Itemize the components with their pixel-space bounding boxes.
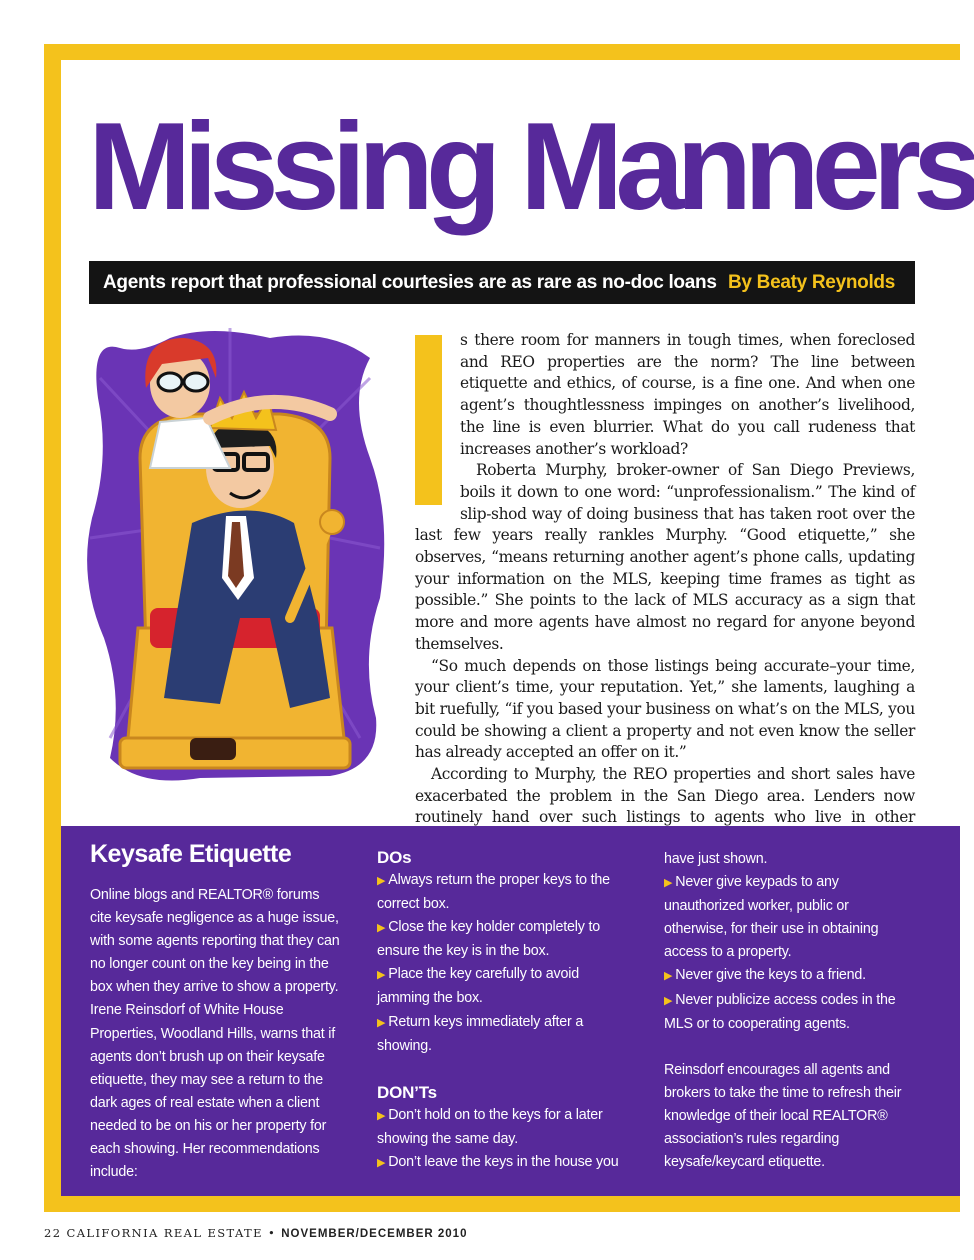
sidebar-column-3 (664, 848, 914, 1174)
magazine-name: CALIFORNIA REAL ESTATE (66, 1226, 263, 1240)
sidebar-intro: Online blogs and REALTOR® forums cite keysafe negligence as a huge issue, with some agents reporting that they can no longer count on the key being in the box when they arrive to show a property. Irene Reinsdorf of White House Properties, Woodland Hills, warns that if agents don’t brush up on their keysafe etiquette, they may see a return to the dark ages of real estate when a client needed to be on his or her property for each showing. Her recommendations include: (90, 887, 340, 1181)
dek-bar (89, 261, 915, 304)
sidebar-column-2 (377, 846, 627, 1175)
article-paragraph: s there room for manners in tough times, when foreclosed and REO properties are the norm? The line between etiquette and ethics, of course, is a fine one. And when one agent’s thoughtlessness impinges on another’s livelihood, the line is even blurrier. What do you call rudeness that increases another’s workload? (460, 331, 915, 458)
issue-date: NOVEMBER/DECEMBER 2010 (281, 1228, 468, 1240)
page-footer (44, 1226, 467, 1240)
dont-item-continued: have just shown. (664, 851, 768, 867)
dont-item: ▶ Don’t leave the keys in the house you (377, 1153, 619, 1170)
article-paragraph: “So much depends on those listings being accurate–your time, your client’s time, your reputation. Yet,” she laments, laughing a bit ruefully, “if you based your business on what’s on the MLS, you could be showing a client a property and not even know the seller has already accepted an offer on it.” (415, 656, 915, 762)
do-item: ▶ Close the key holder completely to ensure the key is in the box. (377, 919, 601, 960)
do-item: ▶ Return keys immediately after a showing. (377, 1013, 584, 1054)
dont-item: ▶ Never publicize access codes in the MLS or to cooperating agents. (664, 991, 896, 1032)
dont-item: ▶ Never give keypads to any unauthorized worker, public or otherwise, for their use in obtaining access to a property. (664, 874, 879, 961)
article-dek: Agents report that professional courtesies are as rare as no-doc loans (103, 271, 717, 293)
do-item: ▶ Always return the proper keys to the correct box. (377, 872, 610, 913)
dos-heading: DOs (377, 848, 412, 867)
page-frame-left (44, 44, 61, 1204)
page-number: 22 (44, 1226, 62, 1240)
triangle-bullet-icon: ▶ (377, 1016, 386, 1029)
triangle-bullet-icon: ▶ (377, 922, 386, 935)
sidebar-closing: Reinsdorf encourages all agents and brokers to take the time to refresh their knowledge of their local REALTOR® association’s rules regarding keysafe/keycard etiquette. (664, 1061, 902, 1171)
triangle-bullet-icon: ▶ (377, 1156, 386, 1169)
triangle-bullet-icon: ▶ (664, 877, 673, 890)
king-on-throne-illustration (80, 318, 388, 802)
donts-heading: DON’Ts (377, 1082, 437, 1102)
page-frame-bottom (44, 1196, 960, 1212)
triangle-bullet-icon: ▶ (664, 994, 673, 1007)
footer-separator: • (267, 1226, 277, 1240)
article-body (415, 330, 915, 827)
triangle-bullet-icon: ▶ (377, 969, 386, 982)
dont-item: ▶ Don’t hold on to the keys for a later showing the same day. (377, 1106, 603, 1147)
drop-cap-i (415, 335, 442, 505)
article-paragraph: According to Murphy, the REO properties and short sales have exacerbated the problem in the San Diego area. Lenders now routinely hand over such listings to agents who live in other (415, 765, 915, 827)
article-byline: By Beaty Reynolds (727, 271, 895, 293)
keysafe-sidebar (61, 826, 960, 1196)
do-item: ▶ Place the key carefully to avoid jamming the box. (377, 966, 579, 1007)
page-frame-top (44, 44, 960, 60)
article-title: Missing Manners (88, 98, 974, 236)
triangle-bullet-icon: ▶ (664, 970, 673, 983)
dont-item: ▶ Never give the keys to a friend. (664, 967, 866, 984)
triangle-bullet-icon: ▶ (377, 875, 386, 887)
triangle-bullet-icon: ▶ (377, 1109, 386, 1122)
article-paragraph: Roberta Murphy, broker-owner of San Diego Previews, boils it down to one word: “unprofessionalism.” The kind of slip-shod way of doing business that has taken root over the last few years really rankles Murphy. “Good etiquette,” she observes, “means returning another agent’s phone calls, updating your information on the MLS, keeping time frames as tight as possible.” She points to the lack of MLS accuracy as a sign that more and more agents have almost no regard for anyone beyond themselves. (415, 461, 915, 653)
sidebar-title: Keysafe Etiquette (90, 840, 292, 868)
